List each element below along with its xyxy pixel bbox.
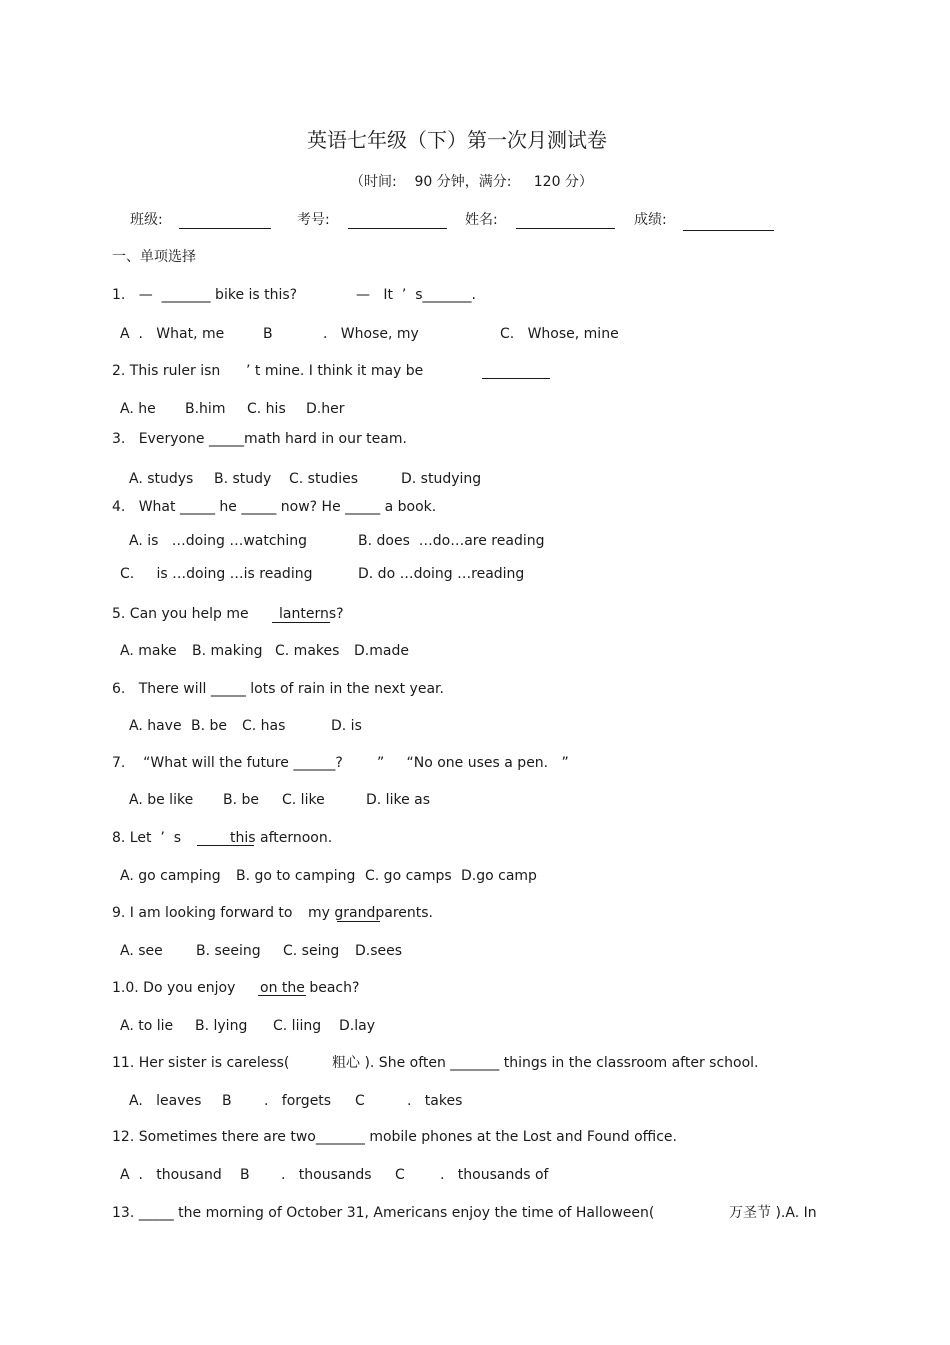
question-3-stem: 3. Everyone _____math hard in our team. [112, 431, 407, 447]
question-3-option-d[interactable]: D. studying [401, 471, 482, 487]
question-1-option-a[interactable]: A . What, me [120, 326, 225, 342]
question-9-option-d[interactable]: D.sees [355, 943, 403, 959]
question-13-stem-cont: 万圣节 ).A. In [729, 1205, 817, 1221]
exam-info: （时间: 90 分钟，满分: 120 分） [350, 174, 593, 190]
question-6-option-a[interactable]: A. have [129, 718, 182, 734]
name-label: 姓名: [465, 212, 498, 228]
question-11-option-c[interactable]: C [355, 1093, 365, 1109]
question-8-option-d[interactable]: D.go camp [461, 868, 537, 884]
question-9-option-c[interactable]: C. seing [283, 943, 340, 959]
question-10-option-a[interactable]: A. to lie [120, 1018, 174, 1034]
question-7-option-b[interactable]: B. be [223, 792, 260, 808]
question-4-option-a[interactable]: A. is …doing …watching [129, 533, 308, 549]
question-1-stem: 1. — _______ bike is this? [112, 287, 298, 303]
question-1-option-b[interactable]: B [263, 326, 273, 342]
question-7-option-c[interactable]: C. like [282, 792, 325, 808]
question-2-option-d[interactable]: D.her [306, 401, 345, 417]
question-11-option-c-text[interactable]: . takes [407, 1093, 463, 1109]
question-10-stem: 1.0. Do you enjoy [112, 980, 236, 996]
question-12-option-c-text[interactable]: . thousands of [440, 1167, 549, 1183]
question-2-stem: 2. This ruler isn [112, 363, 221, 379]
question-11-stem-cont: 粗心 ). She often _______ things in the classroom after school. [332, 1055, 759, 1071]
question-12-option-b-text[interactable]: . thousands [281, 1167, 372, 1183]
question-9-option-b[interactable]: B. seeing [196, 943, 261, 959]
question-4-option-c[interactable]: C. is …doing …is reading [120, 566, 313, 582]
question-2-blank [482, 378, 550, 379]
name-field[interactable] [516, 228, 615, 229]
question-7-stem: 7. “What will the future ______? [112, 755, 343, 771]
question-3-option-b[interactable]: B. study [214, 471, 272, 487]
question-13-stem: 13. _____ the morning of October 31, Americans enjoy the time of Halloween( [112, 1205, 655, 1221]
question-5-option-c[interactable]: C. makes [275, 643, 340, 659]
question-8-stem: 8. Let ’ s [112, 830, 182, 846]
question-5-option-b[interactable]: B. making [192, 643, 263, 659]
question-11-option-b-text[interactable]: . forgets [264, 1093, 332, 1109]
question-2-option-a[interactable]: A. he [120, 401, 156, 417]
number-field[interactable] [348, 228, 447, 229]
score-field[interactable] [683, 230, 774, 231]
question-4-option-d[interactable]: D. do …doing …reading [358, 566, 525, 582]
class-label: 班级: [130, 212, 163, 228]
question-2-option-b[interactable]: B.him [185, 401, 226, 417]
question-12-option-a[interactable]: A . thousand [120, 1167, 222, 1183]
class-field[interactable] [179, 228, 271, 229]
section-title: 一、单项选择 [112, 249, 196, 265]
question-11-stem: 11. Her sister is careless( [112, 1055, 290, 1071]
question-7-stem-reply: ” “No one uses a pen. ” [377, 755, 569, 771]
question-5-stem: 5. Can you help me [112, 606, 249, 622]
question-5-option-a[interactable]: A. make [120, 643, 177, 659]
question-3-option-a[interactable]: A. studys [129, 471, 194, 487]
question-10-stem-cont: on the beach? [260, 980, 360, 996]
question-10-option-d[interactable]: D.lay [339, 1018, 375, 1034]
question-10-option-c[interactable]: C. liing [273, 1018, 322, 1034]
question-4-stem: 4. What _____ he _____ now? He _____ a book. [112, 499, 437, 515]
question-6-option-c[interactable]: C. has [242, 718, 286, 734]
question-11-option-a[interactable]: A. leaves [129, 1093, 202, 1109]
question-9-stem-cont: my grandparents. [308, 905, 433, 921]
score-label: 成绩: [634, 212, 667, 228]
question-6-option-d[interactable]: D. is [331, 718, 362, 734]
question-12-stem: 12. Sometimes there are two_______ mobile phones at the Lost and Found office. [112, 1129, 677, 1145]
question-1-option-c[interactable]: C. Whose, mine [500, 326, 619, 342]
question-2-stem-cont: ’ t mine. I think it may be [246, 363, 424, 379]
question-8-option-c[interactable]: C. go camps [365, 868, 452, 884]
question-10-option-b[interactable]: B. lying [195, 1018, 248, 1034]
question-6-stem: 6. There will _____ lots of rain in the next year. [112, 681, 444, 697]
question-8-stem-cont: this afternoon. [230, 830, 333, 846]
question-8-option-b[interactable]: B. go to camping [236, 868, 356, 884]
question-5-option-d[interactable]: D.made [354, 643, 409, 659]
question-6-option-b[interactable]: B. be [191, 718, 228, 734]
page-title: 英语七年级（下）第一次月测试卷 [307, 128, 607, 152]
question-12-option-b[interactable]: B [240, 1167, 250, 1183]
question-9-stem: 9. I am looking forward to [112, 905, 293, 921]
question-1-stem-reply: — It ’ s_______. [356, 287, 476, 303]
question-9-blank [337, 921, 380, 922]
question-4-option-b[interactable]: B. does …do…are reading [358, 533, 545, 549]
question-8-option-a[interactable]: A. go camping [120, 868, 221, 884]
question-9-option-a[interactable]: A. see [120, 943, 163, 959]
question-3-option-c[interactable]: C. studies [289, 471, 359, 487]
question-7-option-d[interactable]: D. like as [366, 792, 431, 808]
question-2-option-c[interactable]: C. his [247, 401, 286, 417]
number-label: 考号: [297, 212, 330, 228]
question-11-option-b[interactable]: B [222, 1093, 232, 1109]
question-5-stem-cont: lanterns? [279, 606, 344, 622]
question-1-option-b-text[interactable]: . Whose, my [323, 326, 419, 342]
question-7-option-a[interactable]: A. be like [129, 792, 194, 808]
question-12-option-c[interactable]: C [395, 1167, 405, 1183]
